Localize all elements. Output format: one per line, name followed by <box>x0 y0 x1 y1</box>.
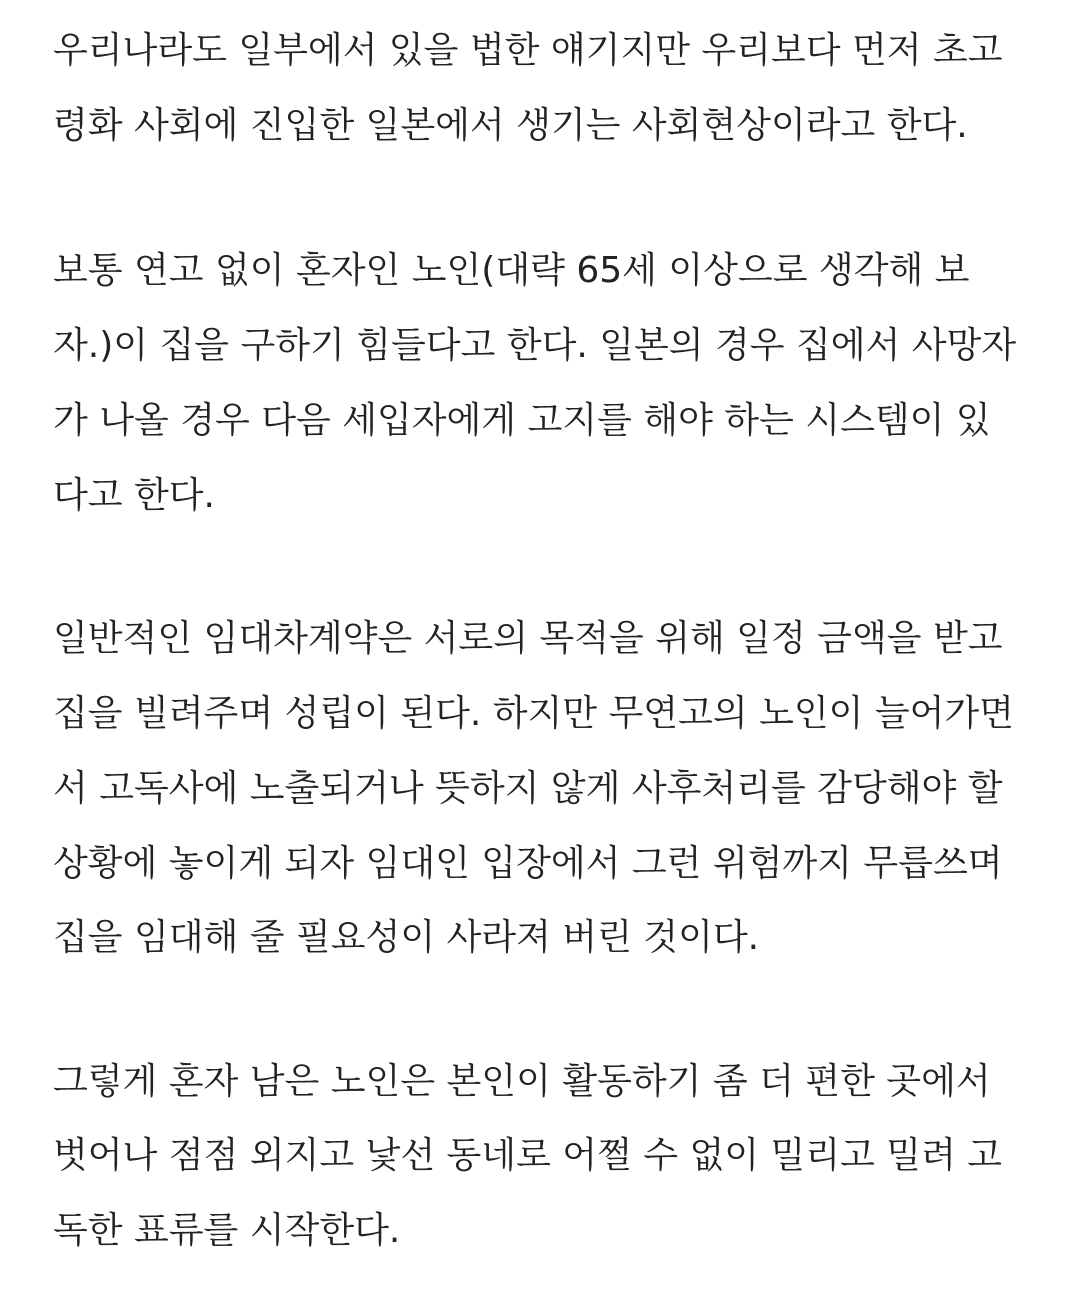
paragraph-4-line-2: 벗어나 점점 외지고 낯선 동네로 어쩔 수 없이 밀리고 밀려 고 <box>53 1135 1003 1176</box>
paragraph-2-line-3: 가 나올 경우 다음 세입자에게 고지를 해야 하는 시스템이 있 <box>53 400 991 441</box>
paragraph-3-line-5: 집을 임대해 줄 필요성이 사라져 버린 것이다. <box>53 917 760 958</box>
paragraph-2-line-1: 보통 연고 없이 혼자인 노인(대략 65세 이상으로 생각해 보 <box>53 250 970 291</box>
paragraph-3-line-3: 서 고독사에 노출되거나 뜻하지 않게 사후처리를 감당해야 할 <box>53 768 1003 809</box>
paragraph-4-line-3: 독한 표류를 시작한다. <box>53 1210 401 1251</box>
paragraph-2-line-2: 자.)이 집을 구하기 힘들다고 한다. 일본의 경우 집에서 사망자 <box>53 325 1017 366</box>
paragraph-4-line-1: 그렇게 혼자 남은 노인은 본인이 활동하기 좀 더 편한 곳에서 <box>53 1061 991 1102</box>
paragraph-1-line-2: 령화 사회에 진입한 일본에서 생기는 사회현상이라고 한다. <box>53 105 968 146</box>
paragraph-3-line-2: 집을 빌려주며 성립이 된다. 하지만 무연고의 노인이 늘어가면 <box>53 693 1014 734</box>
paragraph-3-line-1: 일반적인 임대차계약은 서로의 목적을 위해 일정 금액을 받고 <box>53 618 1003 659</box>
paragraph-1-line-1: 우리나라도 일부에서 있을 법한 얘기지만 우리보다 먼저 초고 <box>53 30 1003 71</box>
paragraph-3-line-4: 상황에 놓이게 되자 임대인 입장에서 그런 위험까지 무릅쓰며 <box>53 843 1003 884</box>
paragraph-2-line-4: 다고 한다. <box>53 475 215 516</box>
